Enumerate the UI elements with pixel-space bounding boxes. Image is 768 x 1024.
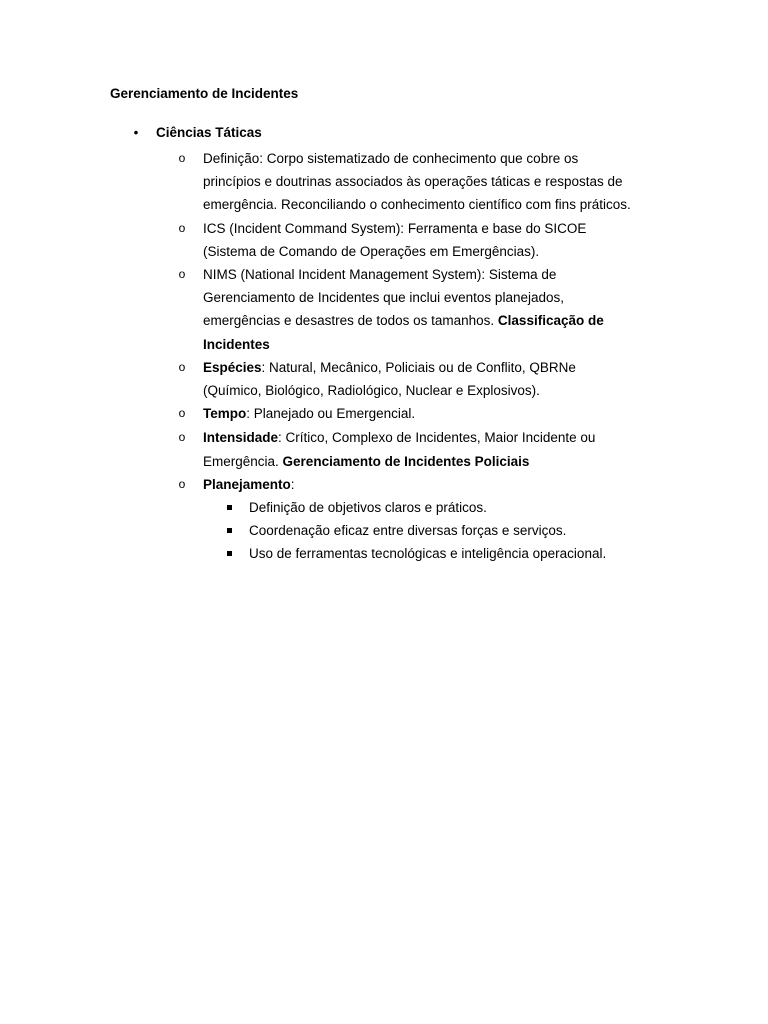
sublist-text: Coordenação eficaz entre diversas forças e serviços. — [249, 523, 567, 539]
text-line — [203, 402, 663, 425]
list-item-nims — [110, 263, 663, 356]
list-item-intensidade — [110, 426, 663, 472]
text-line: princípios e doutrinas associados às operações táticas e respostas de — [203, 174, 623, 190]
item-label: Tempo — [203, 406, 247, 422]
text-line: NIMS (National Incident Management System): Sistema de — [203, 267, 557, 283]
text-line: Gerenciamento de Incidentes que inclui eventos planejados, — [203, 290, 564, 306]
section-heading: Ciências Táticas — [156, 125, 262, 140]
text-line: ICS (Incident Command System): Ferramenta e base do SICOE — [203, 220, 587, 236]
text-line — [203, 333, 663, 356]
text-line: emergência. Reconciliando o conhecimento científico com fins práticos. — [203, 197, 631, 213]
text-line — [203, 426, 663, 449]
text-normal: emergências e desastres de todos os tamanhos. — [203, 313, 498, 329]
text-normal: Emergência. — [203, 453, 283, 469]
square-bullet-icon — [227, 551, 232, 556]
text-line: Definição: Corpo sistematizado de conhecimento que cobre os — [203, 151, 579, 166]
heading-classificacao: Classificação de — [497, 313, 604, 329]
circle-bullet-icon: o — [178, 430, 186, 445]
item-label: Planejamento — [203, 476, 291, 492]
circle-bullet-icon: o — [178, 220, 186, 235]
sublist-text: Definição de objetivos claros e práticos. — [249, 500, 487, 516]
item-text: : Planejado ou Emergencial. — [246, 406, 416, 422]
circle-bullet-icon: o — [178, 476, 186, 491]
sublist-item — [110, 496, 710, 519]
planning-sublist — [110, 496, 710, 566]
disc-bullet-icon: • — [133, 125, 139, 140]
sublist-item — [110, 519, 710, 542]
text-line: (Químico, Biológico, Radiológico, Nuclear e Explosivos). — [203, 383, 540, 399]
list-item-definicao — [110, 147, 663, 217]
list-item-especies — [110, 356, 663, 402]
text-line — [203, 450, 663, 473]
text-line — [203, 473, 663, 496]
item-text: : — [290, 476, 295, 492]
list-item-planejamento — [110, 473, 663, 496]
text-line — [203, 356, 663, 379]
item-text: : Crítico, Complexo de Incidentes, Maior Incidente ou — [278, 430, 596, 446]
square-bullet-icon — [227, 505, 232, 510]
circle-bullet-icon: o — [178, 359, 186, 374]
square-bullet-icon — [227, 528, 232, 533]
item-label: Intensidade — [203, 430, 279, 446]
sublist-item — [110, 542, 710, 565]
text-line: (Sistema de Comando de Operações em Emergências). — [203, 243, 540, 259]
subsection-list — [110, 147, 710, 566]
item-text: : Natural, Mecânico, Policiais ou de Conflito, QBRNe — [261, 359, 576, 375]
document-title: Gerenciamento de Incidentes — [110, 86, 299, 101]
list-item-tempo — [110, 402, 663, 425]
circle-bullet-icon: o — [178, 267, 186, 282]
section-item — [110, 123, 710, 143]
text-line — [203, 309, 663, 332]
sublist-text: Uso de ferramentas tecnológicas e inteligência operacional. — [249, 546, 607, 562]
list-item-ics — [110, 217, 663, 263]
heading-incidentes: Incidentes — [203, 336, 270, 352]
section-list — [110, 123, 710, 566]
heading-gerenciamento-policiais: Gerenciamento de Incidentes Policiais — [282, 453, 530, 469]
circle-bullet-icon: o — [178, 406, 186, 421]
item-label: Espécies — [203, 359, 262, 375]
circle-bullet-icon: o — [178, 151, 186, 165]
